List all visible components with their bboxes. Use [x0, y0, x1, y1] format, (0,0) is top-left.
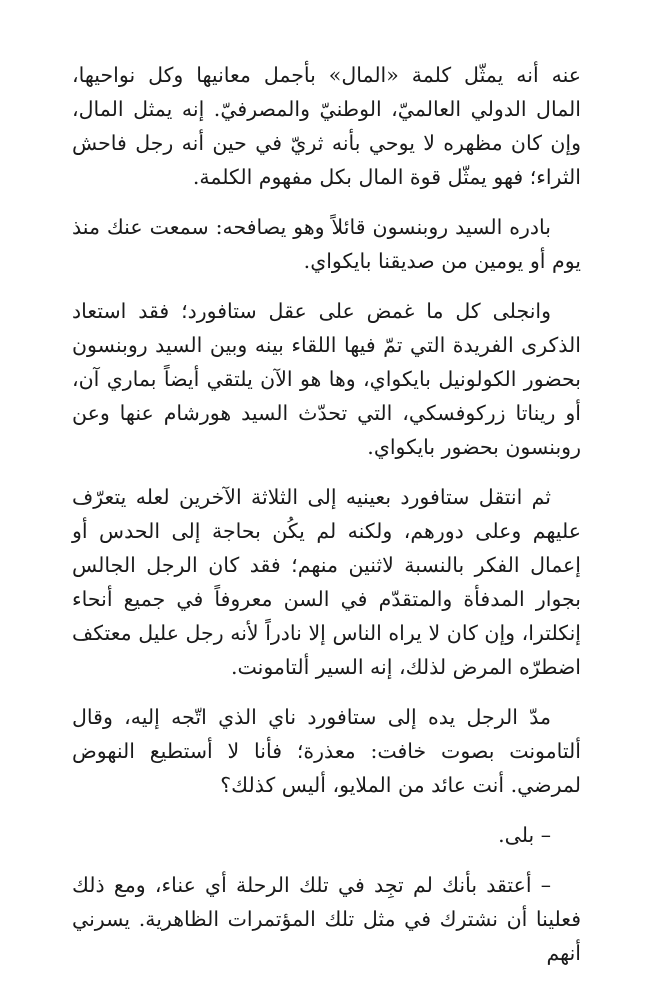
- paragraph-4: ثم انتقل ستافورد بعينيه إلى الثلاثة الآخرين لعله يتعرّف عليهم وعلى دورهم، ولكنه لم يكُن بحاجة إلى الحدس أو إعمال الفكر بالنسبة لاثنين منهم؛ فقد كان الرجل الجالس بجوار المدفأة والمتقدّم في السن معروفاً في جميع أنحاء إنكلترا، وإن كان لا يراه الناس إلا نادراً لأنه رجل عليل معتكف اضطرّه المرض لذلك، إنه السير ألتامونت.: [72, 485, 581, 679]
- paragraph-7: – أعتقد بأنك لم تجِد في تلك الرحلة أي عناء، ومع ذلك فعلينا أن نشترك في مثل تلك المؤتمرات الظاهرية. يسرني أنهم: [72, 873, 581, 965]
- paragraph-5: مدّ الرجل يده إلى ستافورد ناي الذي اتّجه إليه، وقال ألتامونت بصوت خافت: معذرة؛ فأنا لا أستطيع النهوض لمرضي. أنت عائد من الملايو، أليس كذلك؟: [72, 705, 581, 797]
- paragraph-2: بادره السيد روبنسون قائلاً وهو يصافحه: سمعت عنك منذ يوم أو يومين من صديقنا بايكواي.: [72, 215, 581, 273]
- paragraph-3: وانجلى كل ما غمض على عقل ستافورد؛ فقد استعاد الذكرى الفريدة التي تمّ فيها اللقاء بينه وبين السيد روبنسون بحضور الكولونيل بايكواي، وها هو الآن يلتقي أيضاً بماري آن، أو ريناتا زركوفسكي، التي تحدّث السيد هورشام عنها وعن روبنسون بحضور بايكواي.: [72, 299, 581, 459]
- paragraph-6: – بلى.: [498, 823, 551, 847]
- paragraph-1: عنه أنه يمثّل كلمة «المال» بأجمل معانيها وكل نواحيها، المال الدولي العالميّ، الوطنيّ والمصرفيّ. إنه يمثل المال، وإن كان مظهره لا يوحي بأنه ثريّ في حين أنه رجل فاحش الثراء؛ فهو يمثّل قوة المال بكل مفهوم الكلمة.: [72, 63, 581, 189]
